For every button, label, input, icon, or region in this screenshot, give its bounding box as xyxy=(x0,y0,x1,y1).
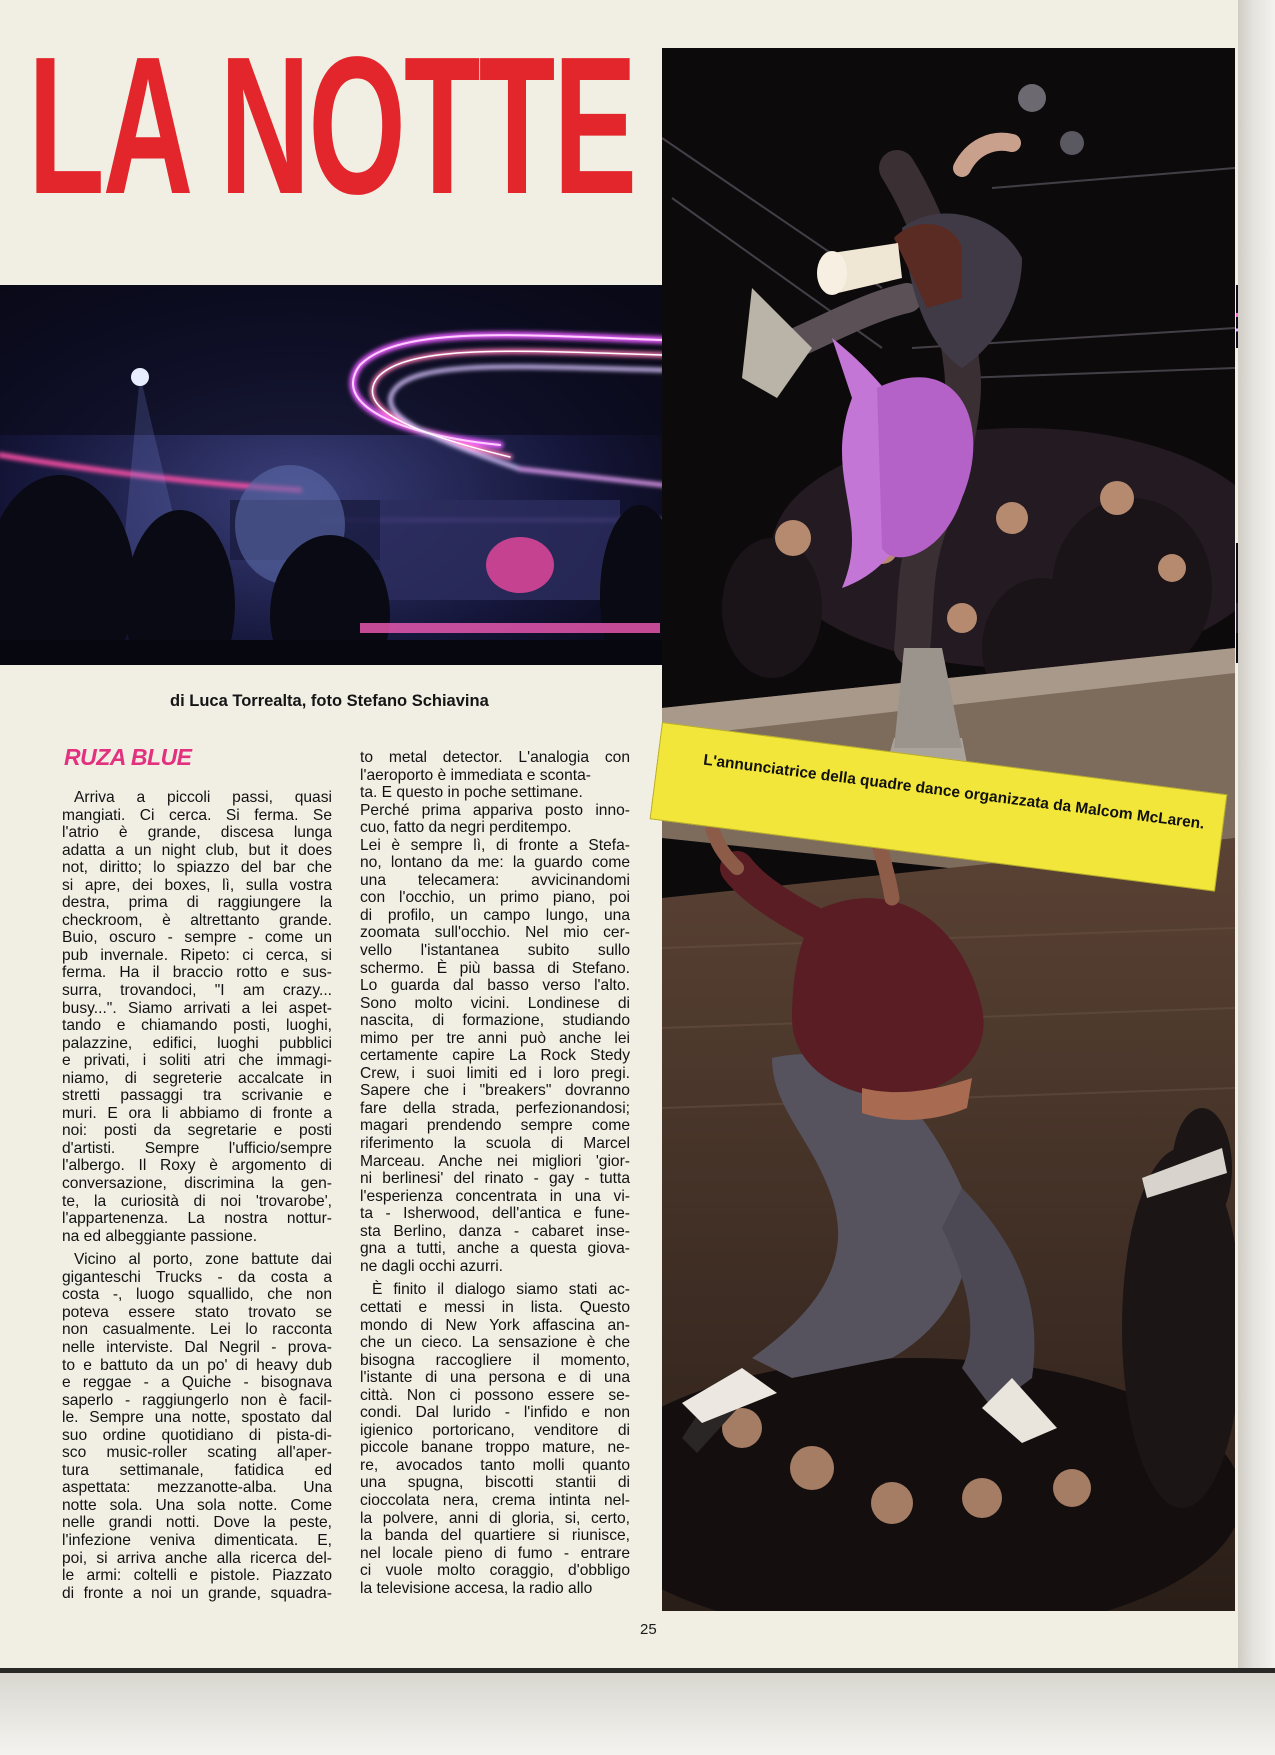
body-text-line: Sapere che i "breakers" dovranno xyxy=(360,1082,630,1100)
body-text-line: poi, si arriva anche alla ricerca del- xyxy=(62,1549,332,1567)
article-byline: di Luca Torrealta, foto Stefano Schiavina xyxy=(170,692,489,710)
body-text-line: notte sola. Una sola notte. Come xyxy=(62,1496,332,1514)
page-number: 25 xyxy=(640,1621,657,1638)
body-text-line: surra, trovandoci, "I am crazy... xyxy=(62,982,332,1000)
body-text-line: palazzine, edifici, luoghi pubblici xyxy=(62,1034,332,1052)
body-text-line: Buio, oscuro - sempre - come un xyxy=(62,929,332,947)
body-text-line: Marceau. Anche nei migliori 'gior- xyxy=(360,1152,630,1170)
body-text-line: una spugna, biscotti stantii di xyxy=(360,1474,630,1492)
body-text-line: Arriva a piccoli passi, quasi xyxy=(74,789,332,806)
body-text-line: Lo guarda dal basso verso l'alto. xyxy=(360,977,630,995)
body-text-line: ni berlinesi' del rinato - gay - tutta xyxy=(360,1170,630,1188)
body-text-line: Crew, i suoi limiti ed i loro pregi. xyxy=(360,1064,630,1082)
page-edge-shadow xyxy=(1238,0,1275,1668)
body-text-line: re, avocados tanto molli quanto xyxy=(360,1456,630,1474)
body-text-line: e reggae - a Quiche - bisognava xyxy=(62,1374,332,1392)
photo-caption: L'annunciatrice della quadre dance organizzata da Malcom McLaren. xyxy=(702,751,1206,833)
body-text-line: mimo per tre anni può anche lei xyxy=(360,1029,630,1047)
body-text-line: l'atrio è grande, discesa lunga xyxy=(62,824,332,842)
body-column-right xyxy=(360,749,630,1597)
body-text-line: zoomata sull'occhio. Nel mio cer- xyxy=(360,924,630,942)
body-text-line: bisogna raccogliere il momento, xyxy=(360,1351,630,1369)
body-text-line: ferma. Ha il braccio rotto e sus- xyxy=(62,964,332,982)
nightclub-neon-photo xyxy=(0,285,663,665)
body-text-line: Lei è sempre lì, di fronte a Stefa- xyxy=(360,836,630,854)
body-text-line: sta Berlino, danza - cabaret inse- xyxy=(360,1222,630,1240)
body-text-line: busy...". Siamo arrivati a lei aspet- xyxy=(62,999,332,1017)
body-text-line: mondo di New York affascina an- xyxy=(360,1316,630,1334)
body-text-line: conversazione, discrimina la gen- xyxy=(62,1175,332,1193)
body-text-line: le. Sempre una notte, spostato dal xyxy=(62,1409,332,1427)
body-text-line: niamo, di segreterie accalcate in xyxy=(62,1069,332,1087)
body-text-line: destra, prima di raggiungere la xyxy=(62,894,332,912)
body-text-line: nel locale pieno di fumo - entrare xyxy=(360,1544,630,1562)
body-text-line: poteva essere stato trovato se xyxy=(62,1303,332,1321)
body-text-line: d'artisti. Sempre l'ufficio/sempre xyxy=(62,1139,332,1157)
nightclub-neon-image xyxy=(0,285,663,665)
body-text-line: l'istante di una persona e di una xyxy=(360,1369,630,1387)
body-text-line: na ed albeggiante passione. xyxy=(62,1227,258,1245)
body-text-line: cuo, fatto da negri perditempo. xyxy=(360,819,572,837)
body-text-line: l'esperienza concentrata in una vi- xyxy=(360,1187,630,1205)
body-text-line: ci vuole molto coraggio, d'obbligo xyxy=(360,1562,630,1580)
body-text-line: to metal detector. L'analogia con xyxy=(360,749,630,766)
body-text-line: sco music-roller scating all'aper- xyxy=(62,1444,332,1462)
body-text-line: mangiati. Ci cerca. Si ferma. Se xyxy=(62,806,332,824)
body-text-line: muri. E ora li abbiamo di fronte a xyxy=(62,1104,332,1122)
body-text-line: gna a tutti, anche a questa giova- xyxy=(360,1240,630,1258)
body-text-line: di profilo, un campo lungo, una xyxy=(360,906,630,924)
body-text-line: vello l'istantanea subito sullo xyxy=(360,942,630,960)
body-text-line: tando e chiamando posti, luoghi, xyxy=(62,1017,332,1035)
body-text-line: l'infezione veniva dimenticata. E, xyxy=(62,1531,332,1549)
body-text-line: l'albergo. Il Roxy è argomento di xyxy=(62,1157,332,1175)
body-text-line: È finito il dialogo siamo stati ac- xyxy=(372,1281,630,1299)
body-text-line: certamente capire La Rock Stedy xyxy=(360,1047,630,1065)
body-text-line: no, lontano da me: la guardo come xyxy=(360,854,630,872)
body-text-line: Perché prima appariva posto inno- xyxy=(360,801,630,819)
body-column-left xyxy=(62,789,332,1602)
body-text-line: l'appartenenza. La nostra nottur- xyxy=(62,1210,332,1228)
body-text-line: ne dagli occhi azurri. xyxy=(360,1257,504,1275)
body-text-line: noi: posti da segretarie e posti xyxy=(62,1122,332,1140)
body-text-line: e privati, i soliti atri che immagi- xyxy=(62,1052,332,1070)
body-text-line: aspettata: mezzanotte-alba. Una xyxy=(62,1479,332,1497)
body-text-line: suo ordine quotidiano di pista-di- xyxy=(62,1426,332,1444)
body-text-line: non casualmente. Lei lo racconta xyxy=(62,1321,332,1339)
body-text-line: tura settimanale, fatidica ed xyxy=(62,1461,332,1479)
section-heading: RUZA BLUE xyxy=(64,744,192,770)
body-text-line: fare della strada, perfezionandosi; xyxy=(360,1099,630,1117)
body-text-line: magari prendendo sempre come xyxy=(360,1117,630,1135)
body-text-line: nascita, di formazione, studiando xyxy=(360,1012,630,1030)
body-text-line: cioccolata nera, crema intinta nel- xyxy=(360,1491,630,1509)
body-text-line: to e battuto da un po' di heavy dub xyxy=(62,1356,332,1374)
body-text-line: che un cieco. La sensazione è che xyxy=(360,1334,630,1352)
body-text-line: la televisione accesa, la radio allo xyxy=(360,1579,593,1597)
body-text-line: nelle interviste. Dal Negril - prova- xyxy=(62,1338,332,1356)
body-text-line: riferimento la scuola di Marcel xyxy=(360,1135,630,1153)
body-text-line: stretti passaggi tra scrivanie e xyxy=(62,1087,332,1105)
body-text-line: nelle grandi notti. Dove la peste, xyxy=(62,1514,332,1532)
body-text-line: saperlo - raggiungerlo non è facil- xyxy=(62,1391,332,1409)
body-text-line: le armi: coltelli e pistole. Piazzato xyxy=(62,1567,332,1585)
body-text-line: l'aeroporto è immediata e sconta- xyxy=(360,766,591,784)
body-text-line: cettati e messi in lista. Questo xyxy=(360,1298,630,1316)
body-text-line: Sono molto vicini. Londinese di xyxy=(360,994,630,1012)
body-text-line: igienico portoricano, venditore di xyxy=(360,1421,630,1439)
body-text-line: adatta a un night club, but it does xyxy=(62,841,332,859)
body-text-line: te, la curiosità di noi 'trovarobe', xyxy=(62,1192,332,1210)
body-text-line: costa -, luogo squallido, che non xyxy=(62,1286,332,1304)
body-text-line: piccole banane troppo mature, ne- xyxy=(360,1439,630,1457)
body-text-line: Vicino al porto, zone battute dai xyxy=(74,1251,332,1269)
body-text-line: pub invernale. Ripeto: ci cerca, si xyxy=(62,946,332,964)
body-text-line: si apre, dei boxes, lì, sulla vostra xyxy=(62,876,332,894)
page-bottom-edge xyxy=(0,1668,1275,1755)
body-text-line: giganteschi Trucks - da costa a xyxy=(62,1268,332,1286)
body-text-line: la banda del quartiere si riunisce, xyxy=(360,1527,630,1545)
body-text-line: ta - Isherwood, dell'antica e fune- xyxy=(360,1205,630,1223)
body-text-line: checkroom, è altrettanto grande. xyxy=(62,911,332,929)
body-text-line: condi. Dal lurido - l'infido e non xyxy=(360,1404,630,1422)
body-text-line: città. Non ci possono essere se- xyxy=(360,1386,630,1404)
body-text-line: ta. E questo in poche settimane. xyxy=(360,784,583,802)
body-text-line: not, diritto; lo spiazzo del bar che xyxy=(62,859,332,877)
body-text-line: una telecamera: avvicinandomi xyxy=(360,871,630,889)
body-text-line: la polvere, anni di gloria, si, certo, xyxy=(360,1509,630,1527)
article-title: LA NOTTE xyxy=(28,16,636,235)
body-text-line: di fronte a noi un grande, squadra- xyxy=(62,1584,332,1602)
body-text-line: con l'occhio, un primo piano, poi xyxy=(360,889,630,907)
body-text-line: schermo. È più bassa di Stefano. xyxy=(360,959,630,977)
